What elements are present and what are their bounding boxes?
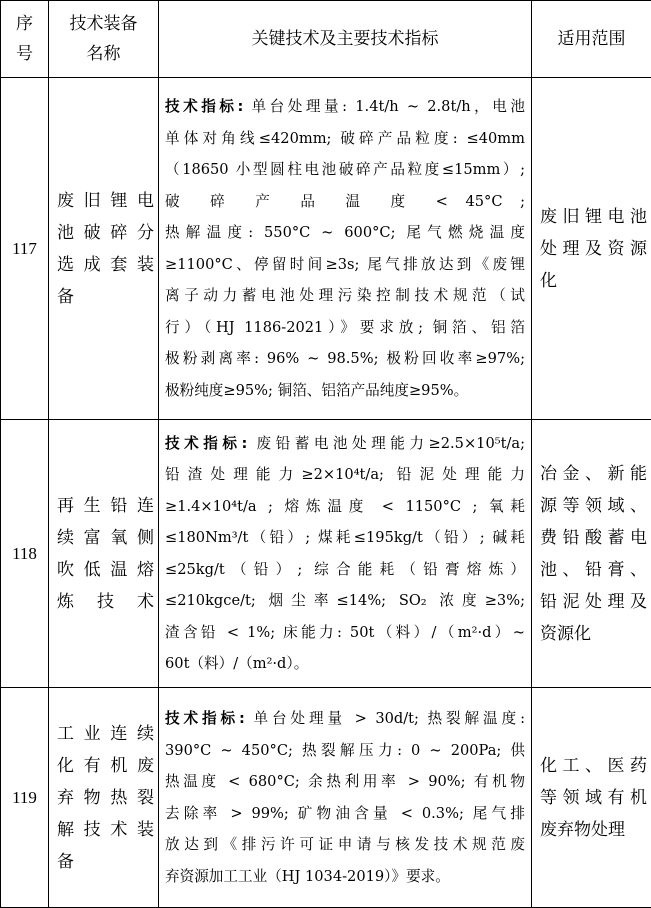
scope-line: 池、铅膏、: [540, 554, 647, 586]
spec-text: 390°C ~ 450°C; 热裂解压力: 0 ~ 200Pa; 供: [165, 742, 525, 759]
spec-text: 破 碎 产 品 温 度 < 45°C ;: [165, 193, 525, 210]
equipment-name-line: 选成套装: [57, 249, 154, 281]
spec-text: 行）（HJ 1186-2021）》要求放; 铜箔、铝箔: [165, 319, 525, 336]
spec-text: 铅渣处理能力≥2×10⁴t/a; 铅泥处理能力: [165, 466, 525, 483]
header-row: [1, 1, 651, 78]
header-spec: 关键技术及主要技术指标: [159, 1, 532, 78]
table-row: [1, 688, 651, 908]
spec-text: 渣含铅 < 1%; 床能力: 50t（料）/（m²·d）~: [165, 624, 525, 641]
spec-line: [165, 554, 525, 586]
spec-line: [165, 585, 525, 617]
spec-line: [165, 428, 525, 460]
spec-text: 极粉剥离率: 96% ~ 98.5%; 极粉回收率≥97%;: [165, 350, 525, 367]
spec-label: 技术指标:: [165, 710, 245, 727]
spec-line: [165, 123, 525, 155]
equipment-name-line: 吹低温熔: [57, 554, 154, 586]
spec-text: ≥1100°C、停留时间≥3s; 尾气排放达到《废锂: [165, 256, 525, 273]
spec-line: [165, 522, 525, 554]
spec-line: [165, 249, 525, 281]
spec-label: 技术指标:: [165, 98, 243, 115]
scope-line: 化: [540, 265, 647, 297]
spec-text: 单台处理量: 1.4t/h ~ 2.8t/h，电池: [252, 98, 525, 115]
spec-text: ≥1.4×10⁴t/a ; 熔炼温度 < 1150°C ; 氧耗: [165, 498, 525, 515]
spec-line: [165, 217, 525, 249]
table-row: [1, 420, 651, 688]
spec-line: [165, 343, 525, 375]
scope-line: 处理及资源: [540, 233, 647, 265]
spec-text: ≤210kgce/t; 烟尘率≤14%; SO₂ 浓度≥3%;: [165, 592, 525, 609]
equipment-name: [49, 688, 159, 908]
spec-text: 弃资源加工工业（HJ 1034-2019）》要求。: [165, 868, 450, 885]
technical-specs: [159, 78, 532, 420]
row-number: 117: [1, 78, 49, 420]
spec-text: 去除率 > 99%; 矿物油含量 < 0.3%; 尾气排: [165, 805, 525, 822]
spec-text: 放达到《排污许可证申请与核发技术规范废: [165, 836, 525, 853]
header-scope: 适用范围: [532, 1, 651, 78]
spec-text: ≤180Nm³/t（铅）; 煤耗≤195kg/t（铅）; 碱耗: [165, 529, 525, 546]
spec-line: [165, 735, 525, 767]
spec-text: 废铅蓄电池处理能力≥2.5×10⁵t/a;: [256, 435, 525, 452]
scope-line: 冶金、新能: [540, 458, 647, 490]
equipment-name-line: 工业连续: [57, 718, 154, 750]
spec-line: [165, 186, 525, 218]
spec-line: [165, 280, 525, 312]
table-row: [1, 78, 651, 420]
row-number: 118: [1, 420, 49, 688]
spec-line: [165, 91, 525, 123]
row-number: 119: [1, 688, 49, 908]
application-scope: [532, 688, 651, 908]
equipment-name: [49, 420, 159, 688]
spec-line: [165, 459, 525, 491]
spec-line: [165, 648, 525, 680]
equipment-name-line: 备: [57, 281, 154, 313]
spec-text: 极粉纯度≥95%; 铜箔、铝箔产品纯度≥95%。: [165, 382, 468, 399]
spec-text: 单体对角线≤420mm; 破碎产品粒度: ≤40mm: [165, 130, 525, 147]
equipment-name-line: 备: [57, 846, 154, 878]
header-name: 技术装备 名称: [49, 1, 159, 78]
equipment-name-line: 解技术装: [57, 814, 154, 846]
equipment-name-line: 弃物热裂: [57, 782, 154, 814]
scope-line: 铅泥处理及: [540, 586, 647, 618]
spec-text: ≤25kg/t（铅）; 综合能耗（铅膏熔炼）: [165, 561, 525, 578]
spec-line: [165, 829, 525, 861]
scope-line: 资源化: [540, 618, 647, 650]
spec-line: [165, 312, 525, 344]
spec-text: 热解温度: 550°C ~ 600°C; 尾气燃烧温度: [165, 224, 525, 241]
equipment-name-line: 池破碎分: [57, 217, 154, 249]
header-no: 序 号: [1, 1, 49, 78]
spec-line: [165, 154, 525, 186]
spec-text: 单台处理量 > 30d/t; 热裂解温度:: [253, 710, 525, 727]
spec-line: [165, 861, 525, 893]
spec-line: [165, 798, 525, 830]
scope-line: 化工、医药: [540, 750, 647, 782]
scope-line: 源等领域、: [540, 490, 647, 522]
equipment-name-line: 再生铅连: [57, 490, 154, 522]
equipment-name-line: 废旧锂电: [57, 185, 154, 217]
spec-line: [165, 766, 525, 798]
technical-specs: [159, 688, 532, 908]
spec-line: [165, 491, 525, 523]
spec-line: [165, 375, 525, 407]
equipment-name-line: 化有机废: [57, 750, 154, 782]
equipment-name-line: 续富氧侧: [57, 522, 154, 554]
spec-line: [165, 703, 525, 735]
spec-text: 离子动力蓄电池处理污染控制技术规范（试: [165, 287, 525, 304]
scope-line: 费铅酸蓄电: [540, 522, 647, 554]
spec-label: 技术指标:: [165, 435, 247, 452]
technical-specs: [159, 420, 532, 688]
spec-text: 60t（料）/（m²·d）。: [165, 655, 308, 672]
spec-text: 热温度 < 680°C; 余热利用率 > 90%; 有机物: [165, 773, 525, 790]
scope-line: 废旧锂电池: [540, 201, 647, 233]
scope-line: 废弃物处理: [540, 814, 647, 846]
spec-text: （18650 小型圆柱电池破碎产品粒度≤15mm）;: [165, 161, 525, 178]
equipment-name-line: 炼技术: [57, 586, 154, 618]
application-scope: [532, 78, 651, 420]
scope-line: 等领域有机: [540, 782, 647, 814]
spec-line: [165, 617, 525, 649]
application-scope: [532, 420, 651, 688]
equipment-name: [49, 78, 159, 420]
